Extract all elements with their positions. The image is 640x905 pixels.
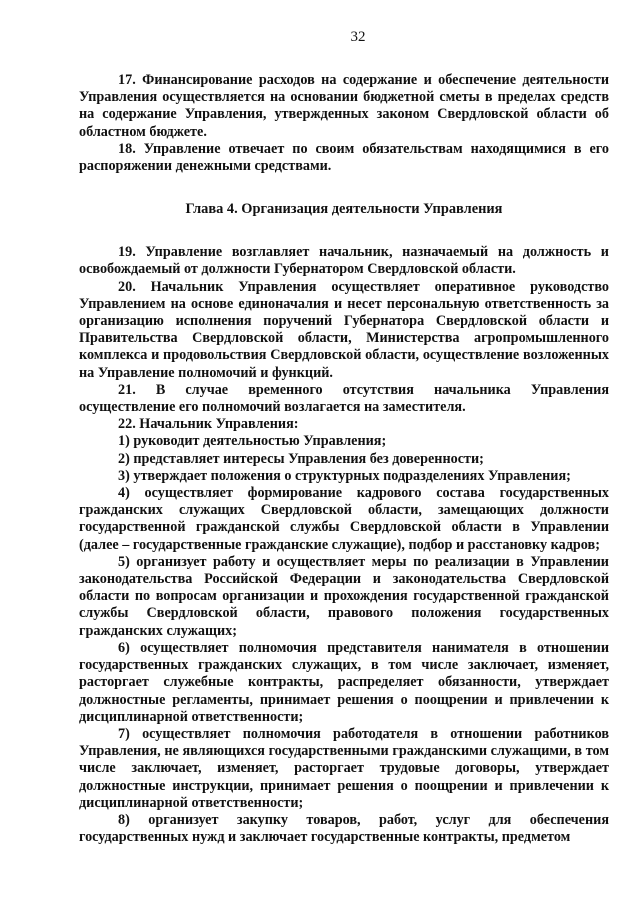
list-item-2: 2) представляет интересы Управления без доверенности; (118, 450, 484, 467)
paragraph-22: 22. Начальник Управления: (118, 416, 299, 433)
list-item-5: 5) организует работу и осуществляет меры по реализации в Управлении законодательства Российской Федерации и законодательства Свердловской области по вопросам организации и прохождения государственной гражданской службы Свердловской области, правового положения государственных гражданских служащих; (79, 553, 609, 639)
page-number: 32 (350, 29, 366, 45)
list-item-4: 4) осуществляет формирование кадрового состава государственных гражданских служащих Свердловской области, замещающих должности государственной гражданской службы Свердловской области в Управлении (далее – государственные гражданские служащие), подбор и расстановку кадров; (79, 485, 609, 553)
paragraph-17: 17. Финансирование расходов на содержание и обеспечение деятельности Управления осуществляется на основании бюджетной сметы в пределах средств на содержание Управления, утвержденных законом Свердловской области об областном бюджете. (79, 72, 609, 140)
list-item-3: 3) утверждает положения о структурных подразделениях Управления; (118, 467, 571, 484)
list-item-8: 8) организует закупку товаров, работ, услуг для обеспечения государственных нужд и заключает государственные контракты, предметом (79, 811, 609, 846)
paragraph-21: 21. В случае временного отсутствия начальника Управления осуществление его полномочий возлагается на заместителя. (79, 381, 609, 416)
list-item-1: 1) руководит деятельностью Управления; (118, 433, 387, 450)
section-after-chapter (79, 244, 609, 846)
paragraph-18: 18. Управление отвечает по своим обязательствам находящимися в его распоряжении денежными средствами. (79, 140, 609, 175)
list-item-7: 7) осуществляет полномочия работодателя в отношении работников Управления, не являющихся государственными гражданскими служащими, в том числе заключает, изменяет, расторгает трудовые договоры, утверждает должностные инструкции, принимает решения о поощрении и привлечении к дисциплинарной ответственности; (79, 725, 609, 811)
paragraph-20: 20. Начальник Управления осуществляет оперативное руководство Управлением на основе единоначалия и несет персональную ответственность за организацию исполнения поручений Губернатора Свердловской области и Правительства Свердловской области, Министерства агропромышленного комплекса и продовольствия Свердловской области, осуществление возложенных на Управление полномочий и функций. (79, 278, 609, 381)
chapter-title: Глава 4. Организация деятельности Управления (185, 201, 503, 218)
document-page (79, 28, 609, 846)
list-item-6: 6) осуществляет полномочия представителя нанимателя в отношении государственных гражданских служащих, в том числе заключает, изменяет, расторгает служебные контракты, распределяет обязанности, утверждает должностные регламенты, принимает решения о поощрении и привлечении к дисциплинарной ответственности; (79, 639, 609, 725)
paragraph-19: 19. Управление возглавляет начальник, назначаемый на должность и освобождаемый от должности Губернатором Свердловской области. (79, 244, 609, 278)
section-before-chapter (79, 72, 609, 175)
